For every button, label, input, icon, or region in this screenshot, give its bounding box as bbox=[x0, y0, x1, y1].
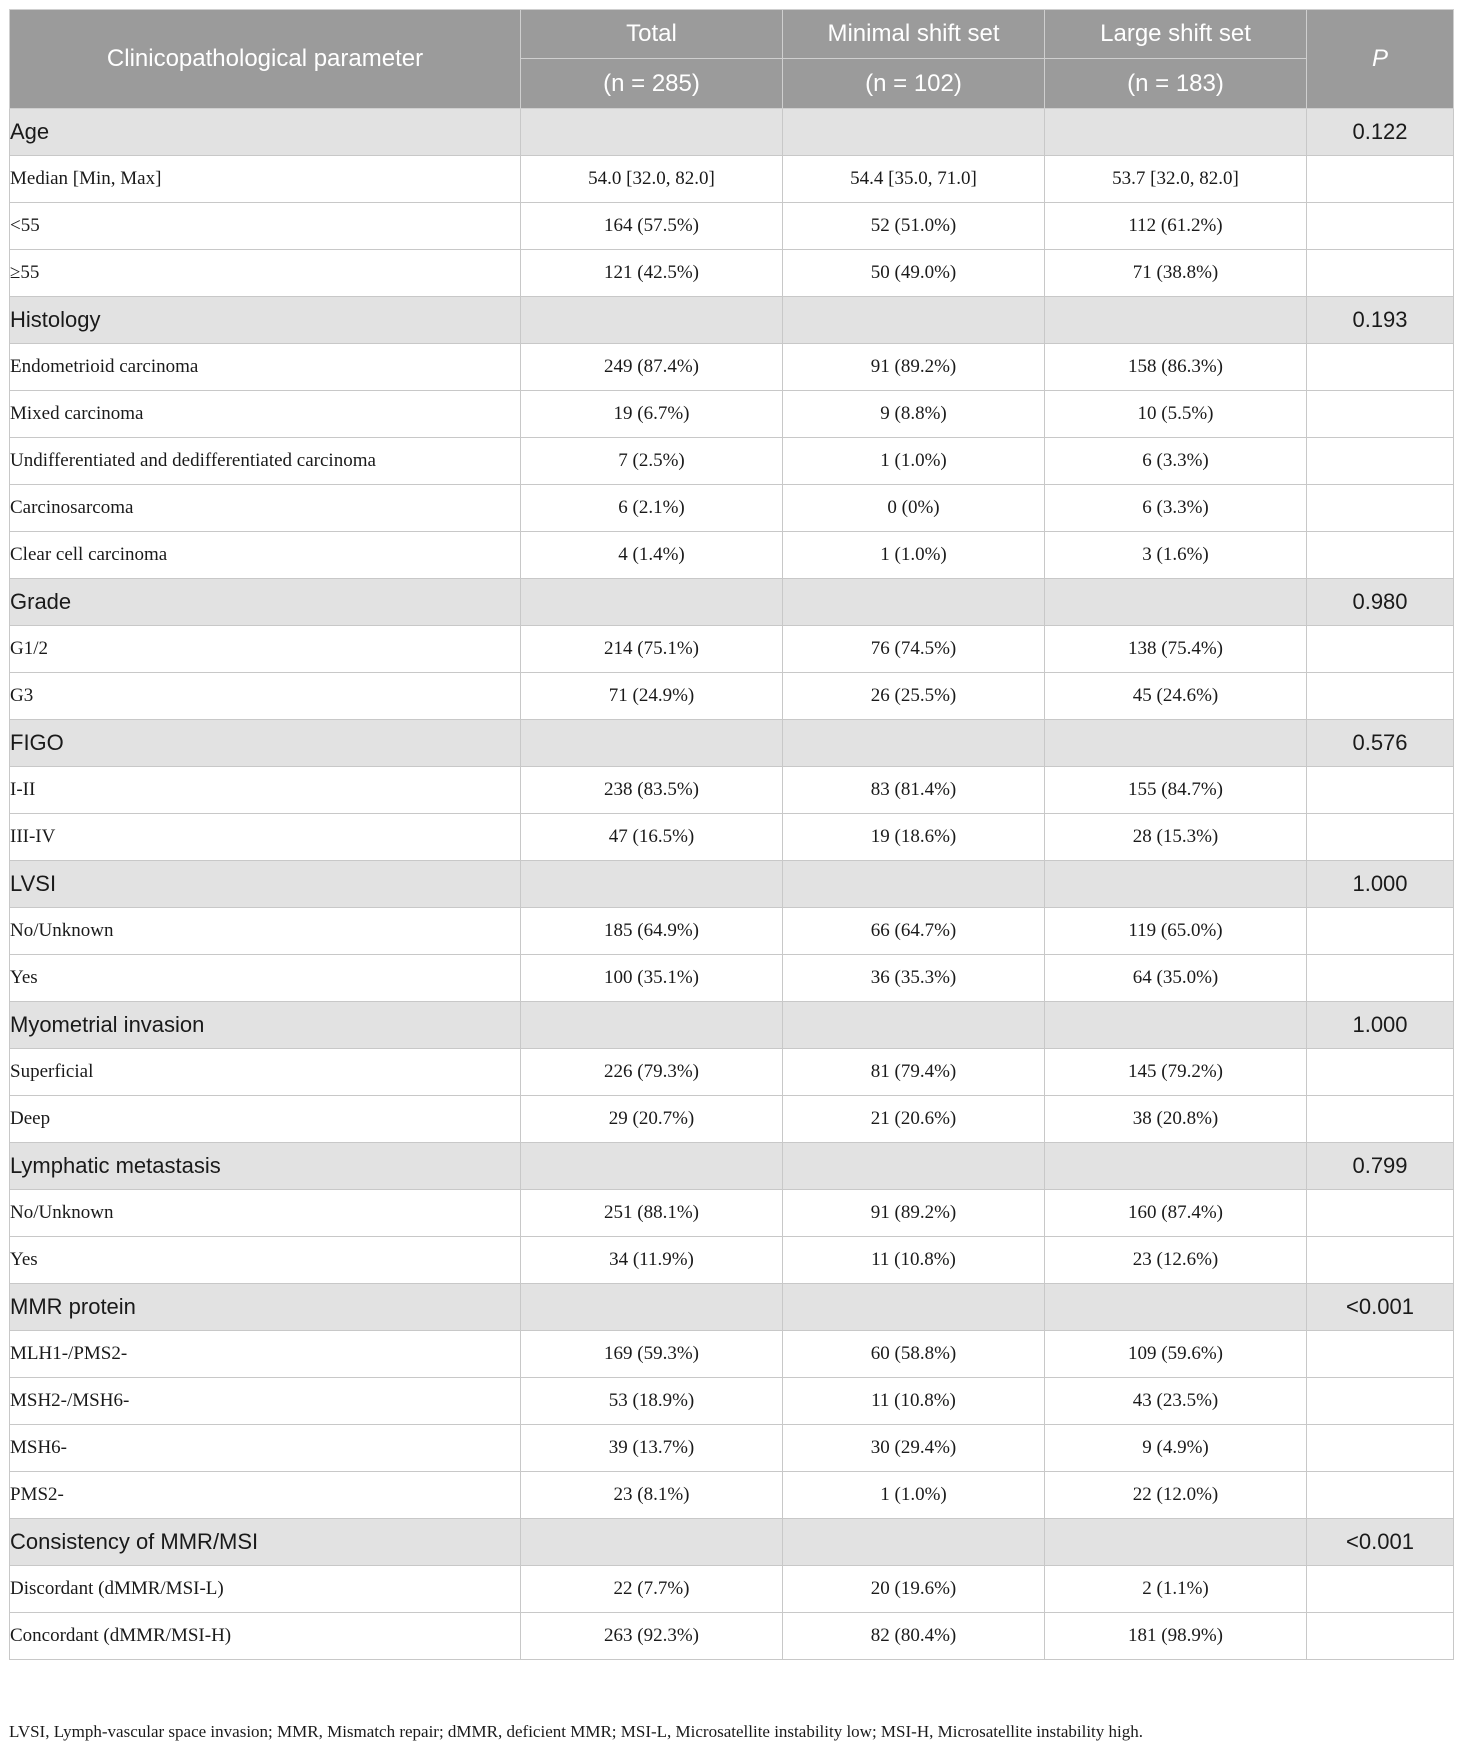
row-large-shift: 2 (1.1%) bbox=[1045, 1566, 1307, 1613]
category-large-empty bbox=[1045, 1143, 1307, 1190]
row-minimal-shift: 19 (18.6%) bbox=[783, 814, 1045, 861]
category-row bbox=[10, 861, 1454, 908]
category-row bbox=[10, 1143, 1454, 1190]
table-row bbox=[10, 203, 1454, 250]
row-label: No/Unknown bbox=[10, 1190, 521, 1237]
row-minimal-shift: 11 (10.8%) bbox=[783, 1378, 1045, 1425]
row-total: 263 (92.3%) bbox=[521, 1613, 783, 1660]
category-minimal-empty bbox=[783, 297, 1045, 344]
table-row bbox=[10, 908, 1454, 955]
row-minimal-shift: 83 (81.4%) bbox=[783, 767, 1045, 814]
row-minimal-shift: 1 (1.0%) bbox=[783, 1472, 1045, 1519]
row-p-empty bbox=[1307, 1096, 1454, 1143]
category-total-empty bbox=[521, 109, 783, 156]
row-label: Concordant (dMMR/MSI-H) bbox=[10, 1613, 521, 1660]
row-label: III-IV bbox=[10, 814, 521, 861]
category-total-empty bbox=[521, 579, 783, 626]
row-large-shift: 155 (84.7%) bbox=[1045, 767, 1307, 814]
row-total: 4 (1.4%) bbox=[521, 532, 783, 579]
table-row bbox=[10, 626, 1454, 673]
category-row bbox=[10, 1519, 1454, 1566]
table-body bbox=[10, 109, 1454, 1660]
row-minimal-shift: 60 (58.8%) bbox=[783, 1331, 1045, 1378]
table-footnote: LVSI, Lymph-vascular space invasion; MMR, Mismatch repair; dMMR, deficient MMR; MSI-L, Microsatellite instability low; MSI-H, Microsatellite instability high. bbox=[9, 1722, 1143, 1741]
row-p-empty bbox=[1307, 1613, 1454, 1660]
row-large-shift: 145 (79.2%) bbox=[1045, 1049, 1307, 1096]
table-row bbox=[10, 391, 1454, 438]
row-large-shift: 109 (59.6%) bbox=[1045, 1331, 1307, 1378]
category-p-value: 1.000 bbox=[1307, 1002, 1454, 1049]
row-large-shift: 119 (65.0%) bbox=[1045, 908, 1307, 955]
row-p-empty bbox=[1307, 814, 1454, 861]
category-total-empty bbox=[521, 1519, 783, 1566]
row-p-empty bbox=[1307, 1378, 1454, 1425]
table-row bbox=[10, 814, 1454, 861]
category-label: Lymphatic metastasis bbox=[10, 1143, 521, 1190]
row-total: 54.0 [32.0, 82.0] bbox=[521, 156, 783, 203]
row-minimal-shift: 82 (80.4%) bbox=[783, 1613, 1045, 1660]
table-row bbox=[10, 156, 1454, 203]
table-row bbox=[10, 1331, 1454, 1378]
row-total: 53 (18.9%) bbox=[521, 1378, 783, 1425]
row-minimal-shift: 66 (64.7%) bbox=[783, 908, 1045, 955]
row-total: 214 (75.1%) bbox=[521, 626, 783, 673]
header-p-value: P bbox=[1307, 10, 1454, 109]
category-row bbox=[10, 109, 1454, 156]
table-row bbox=[10, 250, 1454, 297]
category-label: Age bbox=[10, 109, 521, 156]
row-p-empty bbox=[1307, 156, 1454, 203]
category-minimal-empty bbox=[783, 579, 1045, 626]
row-large-shift: 28 (15.3%) bbox=[1045, 814, 1307, 861]
category-label: Grade bbox=[10, 579, 521, 626]
category-p-value: <0.001 bbox=[1307, 1284, 1454, 1331]
category-label: Histology bbox=[10, 297, 521, 344]
table-row bbox=[10, 1049, 1454, 1096]
category-minimal-empty bbox=[783, 109, 1045, 156]
category-large-empty bbox=[1045, 579, 1307, 626]
header-minimal-n: (n = 102) bbox=[783, 59, 1045, 109]
row-total: 19 (6.7%) bbox=[521, 391, 783, 438]
row-label: Yes bbox=[10, 1237, 521, 1284]
row-label: MLH1-/PMS2- bbox=[10, 1331, 521, 1378]
table-row bbox=[10, 532, 1454, 579]
row-minimal-shift: 21 (20.6%) bbox=[783, 1096, 1045, 1143]
category-large-empty bbox=[1045, 1519, 1307, 1566]
row-p-empty bbox=[1307, 250, 1454, 297]
row-p-empty bbox=[1307, 673, 1454, 720]
table-row bbox=[10, 673, 1454, 720]
row-large-shift: 10 (5.5%) bbox=[1045, 391, 1307, 438]
row-large-shift: 160 (87.4%) bbox=[1045, 1190, 1307, 1237]
category-large-empty bbox=[1045, 1284, 1307, 1331]
row-large-shift: 71 (38.8%) bbox=[1045, 250, 1307, 297]
row-total: 100 (35.1%) bbox=[521, 955, 783, 1002]
header-total-n: (n = 285) bbox=[521, 59, 783, 109]
row-label: Deep bbox=[10, 1096, 521, 1143]
row-total: 249 (87.4%) bbox=[521, 344, 783, 391]
row-p-empty bbox=[1307, 344, 1454, 391]
row-total: 22 (7.7%) bbox=[521, 1566, 783, 1613]
category-p-value: <0.001 bbox=[1307, 1519, 1454, 1566]
row-minimal-shift: 50 (49.0%) bbox=[783, 250, 1045, 297]
row-minimal-shift: 20 (19.6%) bbox=[783, 1566, 1045, 1613]
category-total-empty bbox=[521, 1284, 783, 1331]
row-large-shift: 9 (4.9%) bbox=[1045, 1425, 1307, 1472]
table-row bbox=[10, 1613, 1454, 1660]
category-total-empty bbox=[521, 1002, 783, 1049]
row-minimal-shift: 54.4 [35.0, 71.0] bbox=[783, 156, 1045, 203]
row-p-empty bbox=[1307, 203, 1454, 250]
row-minimal-shift: 81 (79.4%) bbox=[783, 1049, 1045, 1096]
row-label: No/Unknown bbox=[10, 908, 521, 955]
row-total: 6 (2.1%) bbox=[521, 485, 783, 532]
header-minimal-shift: Minimal shift set bbox=[783, 10, 1045, 59]
row-large-shift: 181 (98.9%) bbox=[1045, 1613, 1307, 1660]
category-row bbox=[10, 1002, 1454, 1049]
row-large-shift: 64 (35.0%) bbox=[1045, 955, 1307, 1002]
table-row bbox=[10, 1190, 1454, 1237]
row-label: Carcinosarcoma bbox=[10, 485, 521, 532]
row-label: ≥55 bbox=[10, 250, 521, 297]
category-total-empty bbox=[521, 861, 783, 908]
row-p-empty bbox=[1307, 438, 1454, 485]
category-p-value: 0.576 bbox=[1307, 720, 1454, 767]
row-minimal-shift: 26 (25.5%) bbox=[783, 673, 1045, 720]
table-row bbox=[10, 1425, 1454, 1472]
category-large-empty bbox=[1045, 861, 1307, 908]
table-row bbox=[10, 1378, 1454, 1425]
category-minimal-empty bbox=[783, 1284, 1045, 1331]
row-minimal-shift: 36 (35.3%) bbox=[783, 955, 1045, 1002]
header-total: Total bbox=[521, 10, 783, 59]
row-minimal-shift: 0 (0%) bbox=[783, 485, 1045, 532]
row-minimal-shift: 91 (89.2%) bbox=[783, 1190, 1045, 1237]
clinicopathological-table bbox=[9, 9, 1454, 1660]
row-total: 169 (59.3%) bbox=[521, 1331, 783, 1378]
row-total: 71 (24.9%) bbox=[521, 673, 783, 720]
table-row bbox=[10, 485, 1454, 532]
row-p-empty bbox=[1307, 1049, 1454, 1096]
category-row bbox=[10, 579, 1454, 626]
row-label: Median [Min, Max] bbox=[10, 156, 521, 203]
row-label: Mixed carcinoma bbox=[10, 391, 521, 438]
row-minimal-shift: 11 (10.8%) bbox=[783, 1237, 1045, 1284]
header-large-shift: Large shift set bbox=[1045, 10, 1307, 59]
row-minimal-shift: 1 (1.0%) bbox=[783, 532, 1045, 579]
table-row bbox=[10, 344, 1454, 391]
category-minimal-empty bbox=[783, 1002, 1045, 1049]
row-total: 251 (88.1%) bbox=[521, 1190, 783, 1237]
category-p-value: 0.980 bbox=[1307, 579, 1454, 626]
category-minimal-empty bbox=[783, 1519, 1045, 1566]
row-label: Endometrioid carcinoma bbox=[10, 344, 521, 391]
category-large-empty bbox=[1045, 720, 1307, 767]
row-large-shift: 45 (24.6%) bbox=[1045, 673, 1307, 720]
row-label: I-II bbox=[10, 767, 521, 814]
category-large-empty bbox=[1045, 297, 1307, 344]
category-large-empty bbox=[1045, 109, 1307, 156]
row-label: MSH2-/MSH6- bbox=[10, 1378, 521, 1425]
category-p-value: 0.193 bbox=[1307, 297, 1454, 344]
row-p-empty bbox=[1307, 1331, 1454, 1378]
row-minimal-shift: 91 (89.2%) bbox=[783, 344, 1045, 391]
row-total: 121 (42.5%) bbox=[521, 250, 783, 297]
header-parameter: Clinicopathological parameter bbox=[10, 10, 521, 109]
row-large-shift: 6 (3.3%) bbox=[1045, 438, 1307, 485]
row-large-shift: 112 (61.2%) bbox=[1045, 203, 1307, 250]
header-large-n: (n = 183) bbox=[1045, 59, 1307, 109]
category-large-empty bbox=[1045, 1002, 1307, 1049]
row-p-empty bbox=[1307, 391, 1454, 438]
row-total: 7 (2.5%) bbox=[521, 438, 783, 485]
category-minimal-empty bbox=[783, 720, 1045, 767]
row-large-shift: 43 (23.5%) bbox=[1045, 1378, 1307, 1425]
table-row bbox=[10, 767, 1454, 814]
row-p-empty bbox=[1307, 955, 1454, 1002]
row-p-empty bbox=[1307, 1425, 1454, 1472]
category-row bbox=[10, 297, 1454, 344]
category-p-value: 1.000 bbox=[1307, 861, 1454, 908]
row-total: 164 (57.5%) bbox=[521, 203, 783, 250]
category-label: Myometrial invasion bbox=[10, 1002, 521, 1049]
table-row bbox=[10, 955, 1454, 1002]
row-total: 226 (79.3%) bbox=[521, 1049, 783, 1096]
row-minimal-shift: 9 (8.8%) bbox=[783, 391, 1045, 438]
table-header bbox=[10, 10, 1454, 109]
table-row bbox=[10, 1472, 1454, 1519]
row-p-empty bbox=[1307, 908, 1454, 955]
row-p-empty bbox=[1307, 532, 1454, 579]
row-p-empty bbox=[1307, 1190, 1454, 1237]
row-label: Discordant (dMMR/MSI-L) bbox=[10, 1566, 521, 1613]
table-row bbox=[10, 1237, 1454, 1284]
row-large-shift: 3 (1.6%) bbox=[1045, 532, 1307, 579]
row-p-empty bbox=[1307, 485, 1454, 532]
row-total: 238 (83.5%) bbox=[521, 767, 783, 814]
row-large-shift: 23 (12.6%) bbox=[1045, 1237, 1307, 1284]
row-minimal-shift: 52 (51.0%) bbox=[783, 203, 1045, 250]
category-label: FIGO bbox=[10, 720, 521, 767]
row-large-shift: 22 (12.0%) bbox=[1045, 1472, 1307, 1519]
row-label: Superficial bbox=[10, 1049, 521, 1096]
row-label: Yes bbox=[10, 955, 521, 1002]
row-total: 23 (8.1%) bbox=[521, 1472, 783, 1519]
row-label: MSH6- bbox=[10, 1425, 521, 1472]
category-total-empty bbox=[521, 720, 783, 767]
row-large-shift: 158 (86.3%) bbox=[1045, 344, 1307, 391]
category-row bbox=[10, 1284, 1454, 1331]
row-total: 29 (20.7%) bbox=[521, 1096, 783, 1143]
category-row bbox=[10, 720, 1454, 767]
category-label: MMR protein bbox=[10, 1284, 521, 1331]
row-total: 39 (13.7%) bbox=[521, 1425, 783, 1472]
row-total: 34 (11.9%) bbox=[521, 1237, 783, 1284]
row-p-empty bbox=[1307, 626, 1454, 673]
category-minimal-empty bbox=[783, 861, 1045, 908]
row-p-empty bbox=[1307, 767, 1454, 814]
row-p-empty bbox=[1307, 1566, 1454, 1613]
row-label: PMS2- bbox=[10, 1472, 521, 1519]
row-large-shift: 38 (20.8%) bbox=[1045, 1096, 1307, 1143]
row-label: Undifferentiated and dedifferentiated carcinoma bbox=[10, 438, 521, 485]
row-minimal-shift: 1 (1.0%) bbox=[783, 438, 1045, 485]
row-total: 185 (64.9%) bbox=[521, 908, 783, 955]
row-p-empty bbox=[1307, 1472, 1454, 1519]
category-p-value: 0.122 bbox=[1307, 109, 1454, 156]
row-large-shift: 6 (3.3%) bbox=[1045, 485, 1307, 532]
category-label: LVSI bbox=[10, 861, 521, 908]
row-large-shift: 53.7 [32.0, 82.0] bbox=[1045, 156, 1307, 203]
row-minimal-shift: 30 (29.4%) bbox=[783, 1425, 1045, 1472]
category-total-empty bbox=[521, 1143, 783, 1190]
table-row bbox=[10, 1566, 1454, 1613]
row-label: Clear cell carcinoma bbox=[10, 532, 521, 579]
row-label: G1/2 bbox=[10, 626, 521, 673]
category-p-value: 0.799 bbox=[1307, 1143, 1454, 1190]
table-row bbox=[10, 1096, 1454, 1143]
category-total-empty bbox=[521, 297, 783, 344]
row-large-shift: 138 (75.4%) bbox=[1045, 626, 1307, 673]
table-row bbox=[10, 438, 1454, 485]
row-p-empty bbox=[1307, 1237, 1454, 1284]
row-total: 47 (16.5%) bbox=[521, 814, 783, 861]
row-label: <55 bbox=[10, 203, 521, 250]
row-label: G3 bbox=[10, 673, 521, 720]
row-minimal-shift: 76 (74.5%) bbox=[783, 626, 1045, 673]
category-minimal-empty bbox=[783, 1143, 1045, 1190]
category-label: Consistency of MMR/MSI bbox=[10, 1519, 521, 1566]
